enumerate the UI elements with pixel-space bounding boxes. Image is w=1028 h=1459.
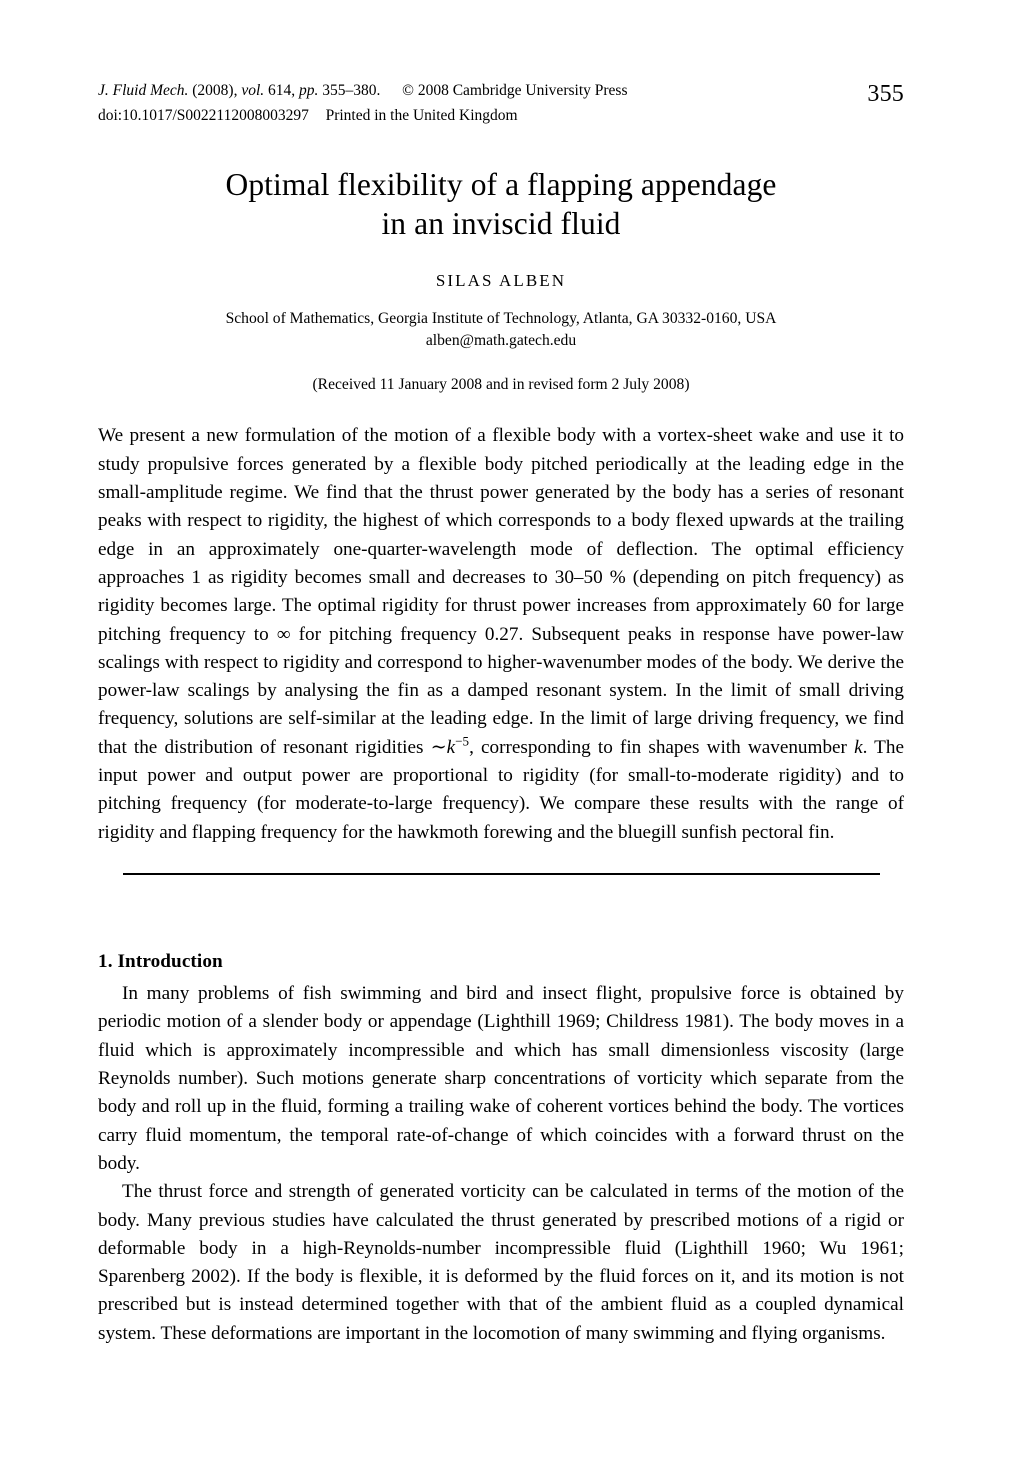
paragraph-2: The thrust force and strength of generated vorticity can be calculated in terms of the motion of the body. Many previous studies have calculated the thrust generated by prescribed motions of a rigid or deformable body in a high-Reynolds-number incompressible fluid (Lighthill 1960; Wu 1961; Sparenberg 2002). If the body is flexible, it is deformed by the fluid forces on it, and its motion is not prescribed but is instead determined together with that of the ambient fluid as a coupled dynamical system. These deformations are important in the locomotion of many swimming and flying organisms. [98, 1181, 904, 1344]
running-head [98, 78, 904, 128]
copyright-text: 2008 Cambridge University Press [417, 82, 628, 99]
abstract-text-part-2: , corresponding to fin shapes with wavenumber [469, 736, 855, 758]
abstract-math-exponent: −5 [455, 733, 470, 749]
received-date: (Received 11 January 2008 and in revised form 2 July 2008) [312, 376, 690, 394]
doi-text: doi:10.1017/S0022112008003297 [98, 107, 309, 125]
title-line-2: in an inviscid fluid [381, 205, 621, 241]
copyright-icon: © [402, 82, 414, 99]
abstract-text-part-1: We present a new formulation of the motion of a flexible body with a vortex-sheet wake and use it to study propulsive forces generated by a flexible body pitched periodically at the leading edge in the small-amplitude regime. We find that the thrust power generated by the body has a series of resonant peaks with respect to rigidity, the highest of which corresponds to a body flexed upwards at the trailing edge in an approximately one-quarter-wavelength mode of deflection. The optimal efficiency approaches 1 as rigidity becomes small and decreases to 30–50 % (depending on pitch frequency) as rigidity becomes large. The optimal rigidity for thrust power increases from approximately 60 for large pitching frequency to ∞ for pitching frequency 0.27. Subsequent peaks in response have power-law scalings with respect to rigidity and correspond to higher-wavenumber modes of the body. We derive the power-law scalings by analysing the fin as a damped resonant system. In the limit of small driving frequency, solutions are self-similar at the leading edge. In the limit of large driving frequency, we find that the distribution of resonant rigidities ∼ [98, 425, 904, 758]
section-heading-introduction: 1. Introduction [98, 951, 223, 973]
abstract-math-k: k [446, 736, 456, 758]
paragraph-1: In many problems of fish swimming and bird and insect flight, propulsive force is obtained by periodic motion of a slender body or appendage (Lighthill 1969; Childress 1981). The body moves in a fluid which is approximately incompressible and which has small dimensionless viscosity (large Reynolds number). Such motions generate sharp concentrations of vorticity which separate from the body and roll up in the fluid, forming a trailing wake of coherent vortices behind the body. The vortices carry fluid momentum, the temporal rate-of-change of which coincides with a forward thrust on the body. [98, 983, 904, 1174]
abstract-math-k2: k [854, 736, 863, 758]
pages-label: pp. [299, 82, 319, 99]
journal-name: J. Fluid Mech. [98, 82, 189, 99]
volume-label: vol. [241, 82, 265, 99]
author-name: SILAS ALBEN [435, 271, 567, 291]
title-line-1: Optimal flexibility of a flapping appendage [225, 167, 777, 203]
issue-year: (2008), [192, 82, 238, 99]
volume-number: 614, [268, 82, 296, 99]
doi-line [98, 103, 904, 128]
author-email: alben@math.gatech.edu [425, 332, 577, 350]
printed-text: Printed in the United Kingdom [325, 107, 518, 125]
abstract [98, 422, 904, 847]
page-title [98, 166, 904, 243]
author-affiliation: School of Mathematics, Georgia Institute of Technology, Atlanta, GA 30332-0160, USA [225, 310, 777, 328]
page-content [98, 0, 904, 1348]
citation-line [98, 78, 904, 103]
section-divider [123, 873, 880, 875]
page-range: 355–380. [322, 82, 381, 99]
folio-page-number: 355 [867, 81, 904, 107]
abstract-text-part-3: . The input power and output power are proportional to rigidity (for small-to-moderate rigidity) and to pitching frequency (for moderate-to-large frequency). We compare these results with the range of rigidity and flapping frequency for the hawkmoth forewing and the bluegill sunfish pectoral fin. [98, 736, 904, 843]
